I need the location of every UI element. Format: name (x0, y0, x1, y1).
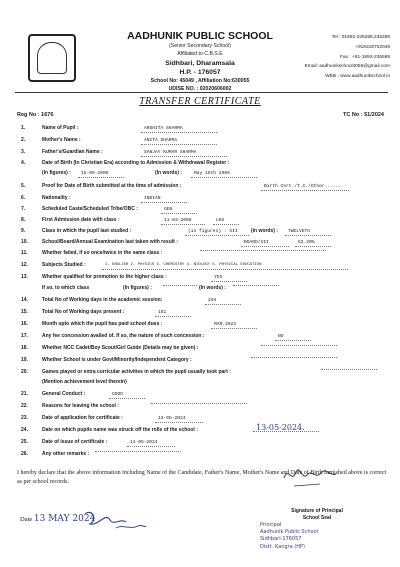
school-address: Sidhbari, Dharamsala (165, 59, 235, 67)
checker-signature (80, 506, 150, 534)
affiliation: Affiliated to C.B.S.E (177, 51, 223, 58)
state-pin: H.P. - 176057 (179, 68, 221, 76)
school-header (120, 30, 280, 93)
reg-no: Reg No : 1676 (17, 112, 54, 118)
header-divider (15, 92, 388, 93)
principal-stamp: Principal Aadhunik Public School Sidhbari-176057 Distt. Kangra (HP) (260, 522, 319, 550)
website: WEB : www.aadhunikschool.in (325, 74, 390, 80)
principal-signature (280, 462, 340, 492)
issue-date: Date 13 MAY 2024 (20, 514, 96, 524)
school-logo (28, 34, 76, 82)
phone: +919318702049 (355, 44, 390, 50)
school-no: School No: 45049 , Affiliation No:630055 (150, 77, 250, 84)
tel: Tel : 01892-236288,236288 (331, 35, 390, 40)
school-type: (Senior Secondary School) (169, 43, 231, 49)
certificate-title: TRANSFER CERTIFICATE (139, 96, 261, 107)
tc-no: TC No : 51/2024 (343, 112, 384, 118)
sig-label: Signature of Principal (291, 508, 343, 514)
declaration: I hereby declare that the above information including Name of the Candidate, Father's Name, Mother's Name and Date of Birth furnished above is correct as per school records. (17, 470, 387, 485)
school-name: AADHUNIK PUBLIC SCHOOL (127, 30, 273, 42)
school-seal-label: School Seal (302, 515, 332, 521)
signature-label (272, 508, 362, 522)
email: Email: aadhunikschool4055@gmail.com (304, 64, 390, 70)
date-stamp: 13 MAY 2024 (33, 514, 96, 524)
contact-block (270, 33, 390, 82)
fax: Fax : +91-1892-236599 (339, 54, 390, 60)
udise-no: UDISE NO. : 02020606002 (168, 85, 232, 92)
